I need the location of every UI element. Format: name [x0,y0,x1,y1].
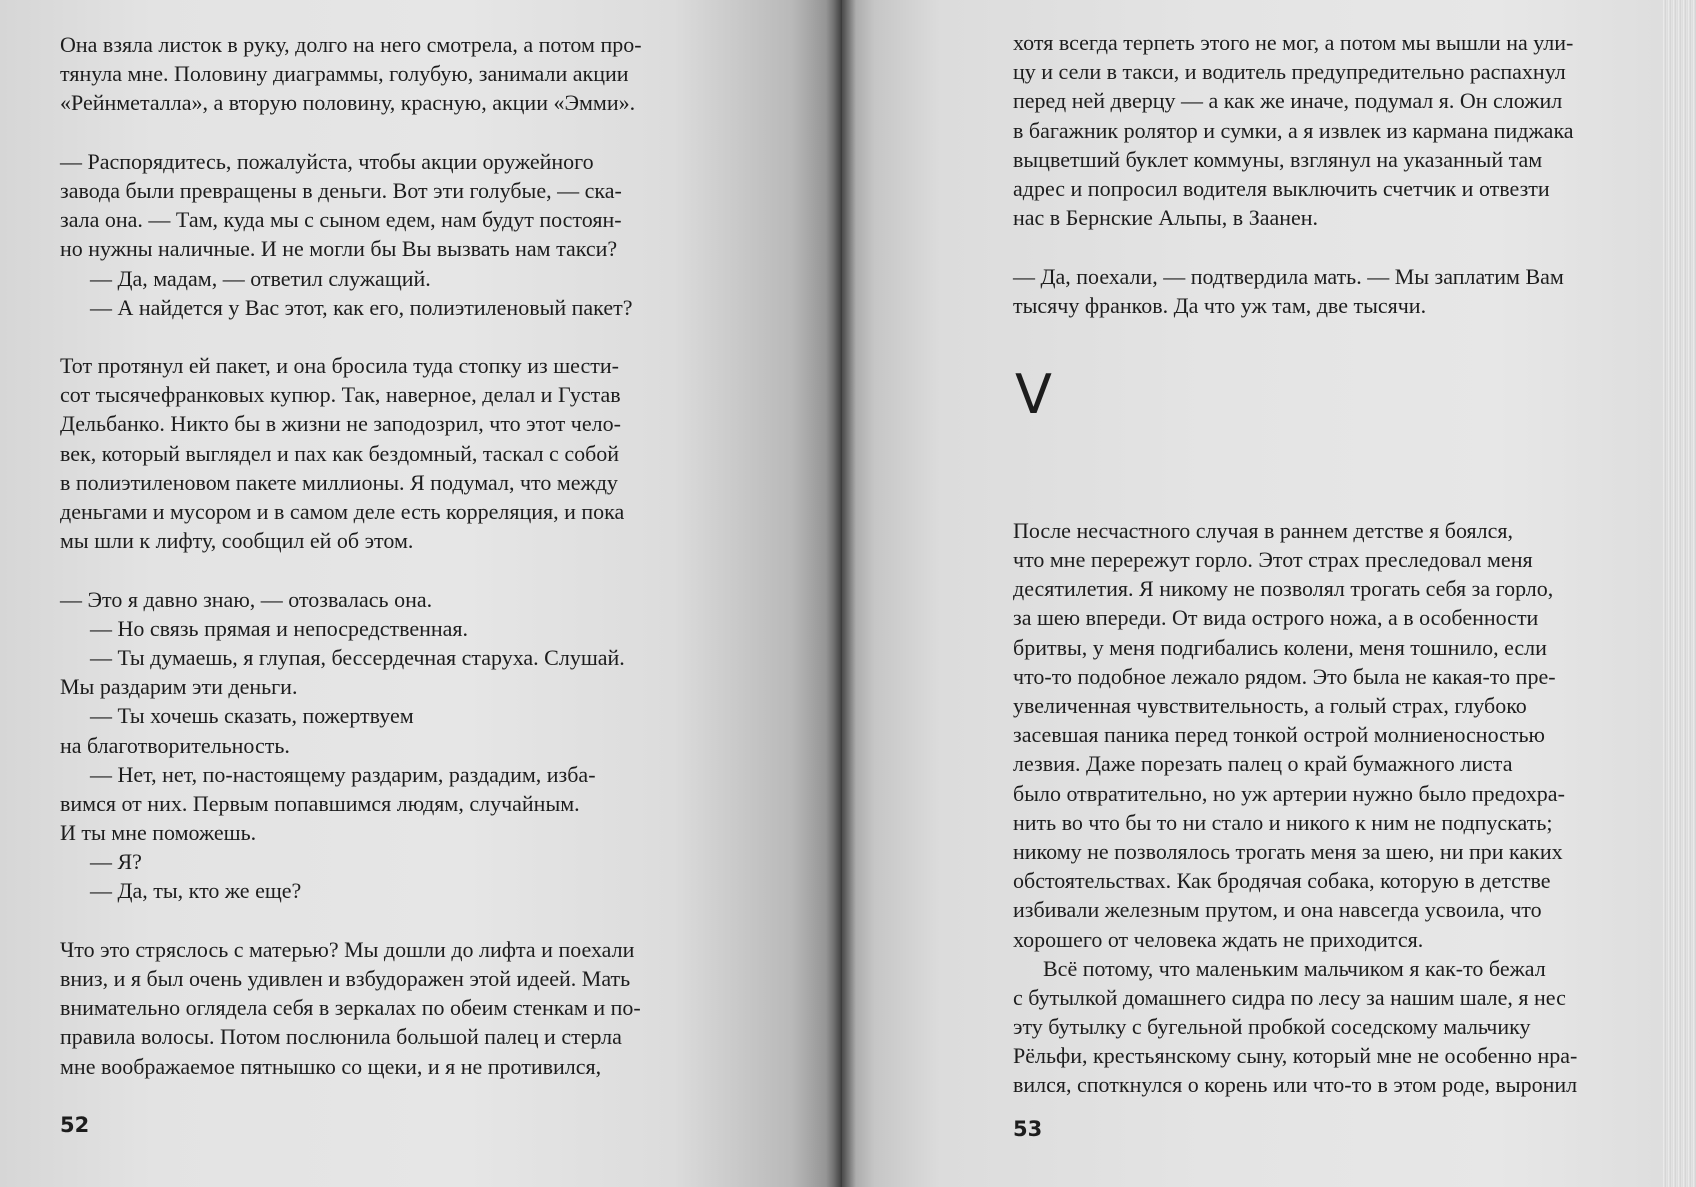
text-line: в полиэтиленовом пакете миллионы. Я подумал, что между [60,469,618,495]
paragraph-break [1013,232,1577,261]
text-line: — Распорядитесь, пожалуйста, чтобы акции оружейного [60,148,594,174]
text-line: Мы раздарим эти деньги. [60,674,298,700]
text-line: хотя всегда терпеть этого не мог, а потом мы вышли на ули- [1013,30,1574,55]
left-page-text [60,30,642,1081]
text-line: — Это я давно знаю, — отозвалась она. [60,586,433,612]
text-line: Рёльфи, крестьянскому сыну, который мне не особенно нра- [1013,1043,1578,1069]
text-line: с бутылкой домашнего сидра по лесу за нашим шале, я нес [1013,984,1566,1010]
text-line: деньгами и мусором и в самом деле есть корреляция, и пока [60,499,625,524]
text-line: цу и сели в такси, и водитель предупредительно распахнул [1013,59,1566,85]
text-line: перед ней дверцу — а как же иначе, подумал я. Он сложил [1013,88,1563,114]
text-line: обстоятельствах. Как бродячая собака, которую в детстве [1013,868,1551,894]
book-gutter [826,0,856,1187]
text-line: вниз, и я был очень удивлен и взбудоражен этой идеей. Мать [60,966,631,991]
text-line: мне воображаемое пятнышко со щеки, и я не противился, [60,1053,602,1079]
text-line: Она взяла листок в руку, долго на него смотрела, а потом про- [60,32,642,57]
text-line: Всё потому, что маленьким мальчиком я как-то бежал [1043,955,1546,981]
text-line: правила волосы. Потом послюнила большой палец и стерла [60,1024,622,1050]
text-line: Тот протянул ей пакет, и она бросила туда стопку из шести- [60,353,619,379]
page-number-left: 52 [60,1113,90,1137]
text-line: но нужны наличные. И не могли бы Вы вызвать нам такси? [60,236,618,262]
text-line: внимательно оглядела себя в зеркалах по обеим стенкам и по- [60,995,641,1021]
text-line: десятилетия. Я никому не позволял трогать себя за горло, [1013,576,1554,602]
text-line: засевшая паника перед тонкой острой молниеносностью [1013,722,1545,748]
paragraph-break [60,322,642,351]
text-line: нить во что бы то ни стало и никого к ним не подпускать; [1013,809,1553,835]
text-line: бритвы, у меня подгибались колени, меня тошнило, если [1013,634,1547,660]
text-line: нас в Бернские Альпы, в Заанен. [1013,205,1319,231]
text-line: «Рейнметалла», а вторую половину, красную, акции «Эмми». [60,90,636,116]
text-line: зала она. — Там, куда мы с сыном едем, нам будут постоян- [60,207,622,233]
text-line: адрес и попросил водителя выключить счетчик и отвезти [1013,175,1550,201]
page-number-right: 53 [1013,1117,1043,1141]
text-line: сот тысячефранковых купюр. Так, наверное, делал и Густав [60,382,621,408]
text-line: мы шли к лифту, сообщил ей об этом. [60,528,414,554]
paragraph-break [60,118,642,147]
text-line: — Ты думаешь, я глупая, бессердечная старуха. Слушай. [90,644,625,670]
page-edges [1662,0,1696,1187]
text-line: век, который выглядел и пах как бездомный, таскал с собой [60,440,620,466]
paragraph-break [60,906,642,935]
text-line: за шею впереди. От вида острого ножа, а в особенности [1013,605,1539,631]
text-line: лезвия. Даже порезать палец о край бумажного листа [1013,751,1513,777]
text-line: вимся от них. Первым попавшимся людям, случайным. [60,790,580,816]
text-line: было отвратительно, но уж артерии нужно было предохра- [1013,780,1565,806]
text-line: вился, споткнулся о корень или что-то в этом роде, выронил [1013,1072,1578,1098]
text-line: — Да, мадам, — ответил служащий. [90,265,431,291]
text-line: на благотворительность. [60,732,290,758]
text-line: Что это стряслось с матерью? Мы дошли до лифта и поехали [60,936,635,962]
left-page [0,0,842,1187]
text-line: — А найдется у Вас этот, как его, полиэтиленовый пакет? [90,294,633,320]
text-line: — Ты хочешь сказать, пожертвуем [90,703,414,729]
right-page-text [1013,28,1577,1100]
text-line: избивали железным прутом, и она навсегда усвоила, что [1013,897,1542,923]
text-line: выцветший буклет коммуны, взглянул на указанный там [1013,146,1543,172]
text-line: увеличенная чувствительность, а голый страх, глубоко [1013,693,1527,718]
text-line: Дельбанко. Никто бы в жизни не заподозрил, что этот чело- [60,411,621,437]
text-line: — Я? [90,849,142,875]
text-line: тянула мне. Половину диаграммы, голубую, занимали акции [60,61,629,87]
text-line: — Да, ты, кто же еще? [90,878,302,904]
text-line: После несчастного случая в раннем детстве я боялся, [1013,517,1514,543]
text-line: хорошего от человека ждать не приходится. [1013,926,1424,952]
text-line: что-то подобное лежало рядом. Это была не какая-то пре- [1013,663,1556,689]
text-line: в багажник ролятор и сумки, а я извлек из кармана пиджака [1013,117,1574,143]
text-line: что мне перережут горло. Этот страх преследовал меня [1013,547,1533,573]
text-line: тысячу франков. Да что уж там, две тысячи. [1013,292,1427,318]
text-line: завода были превращены в деньги. Вот эти голубые, — ска- [60,177,622,203]
text-line: никому не позволялось трогать меня за шею, ни при каких [1013,838,1563,864]
text-line: И ты мне поможешь. [60,820,257,846]
chapter-heading: V [1015,362,1052,426]
text-line: эту бутылку с бугельной пробкой соседскому мальчику [1013,1014,1531,1040]
paragraph-break [60,555,642,584]
text-line: — Да, поехали, — подтвердила мать. — Мы заплатим Вам [1013,263,1564,289]
text-line: — Но связь прямая и непосредственная. [90,615,469,641]
text-line: — Нет, нет, по-настоящему раздарим, раздадим, изба- [90,761,596,787]
right-page [842,0,1662,1187]
